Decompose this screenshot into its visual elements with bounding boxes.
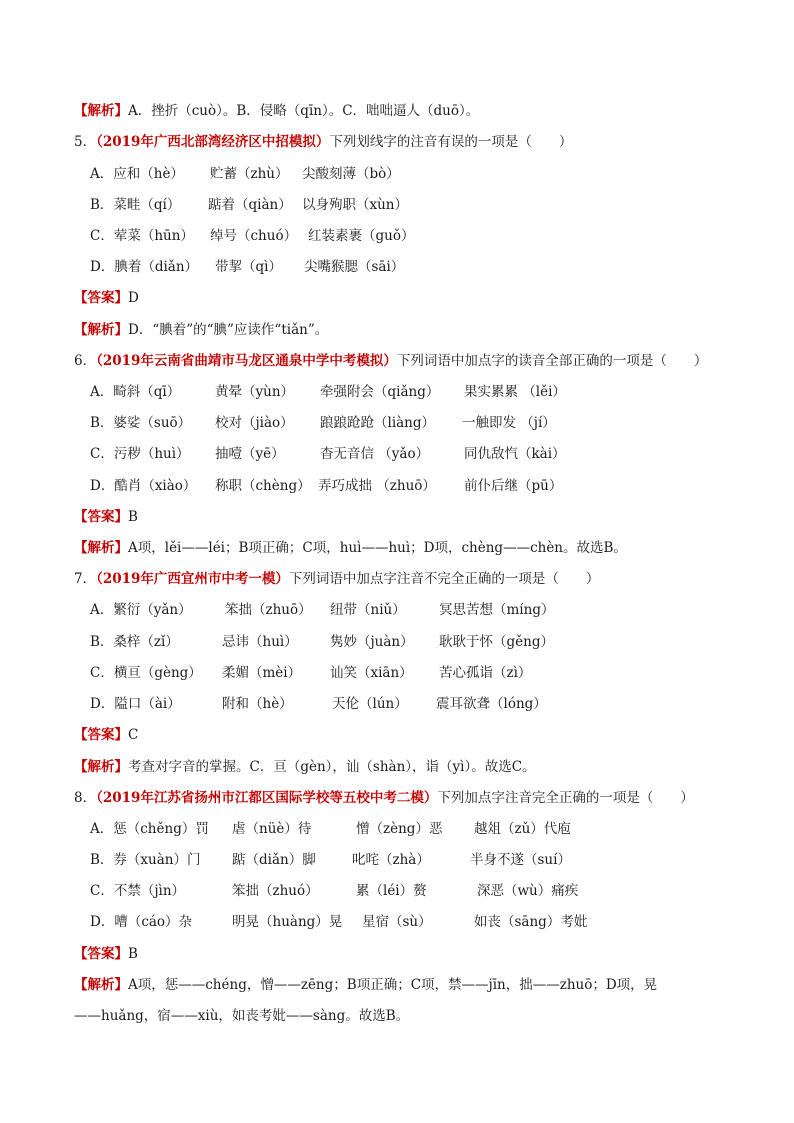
option-a-item-2: 黄晕（yùn） (215, 384, 295, 400)
analysis-text: A项，lěi——léi；B项正确；C项，huì——huì；D项，chèng——chèn。故选B。 (128, 540, 627, 556)
answer-value: D (128, 290, 139, 306)
option-a-item-4: 越俎（zǔ）代庖 (474, 821, 571, 837)
question-text: 下列词语中加点字注音不完全正确的一项是（ ） (288, 571, 600, 587)
intro-analysis (74, 101, 479, 121)
option-b-item-2: 忌讳（huì） (222, 634, 298, 650)
analysis-text: ——huǎng，宿——xiù，如丧考妣——sàng。故选B。 (74, 1008, 410, 1024)
option-b-item-3: 隽妙（juàn） (330, 634, 414, 650)
question-6-stem (74, 351, 707, 371)
question-8-stem (74, 788, 694, 808)
question-number: 6． (74, 353, 97, 369)
option-b-item-4: 半身不遂（suí） (470, 852, 571, 868)
option-d-item-3: 弄巧成拙 （zhuō） (318, 478, 436, 494)
option-b-item-4: 耿耿于怀（gěng） (439, 634, 554, 650)
option-c-item-4: 苦心孤诣（zì） (439, 665, 532, 681)
option-d-item-2: 称职（chèng） (215, 478, 311, 494)
question-number: 5． (74, 134, 97, 150)
option-d-item-1: D．嘈（cáo）杂 (90, 914, 193, 930)
analysis-tag: 【解析】 (74, 977, 128, 993)
answer-value: C (128, 727, 139, 743)
option-d-item-4: 如丧（sāng）考妣 (474, 914, 588, 930)
option-c-item-2: 抽噎（yē） (215, 446, 285, 462)
question-6-answer (74, 507, 138, 527)
option-a-item-4: 冥思苦想（míng） (439, 602, 555, 618)
option-b-item-2: 校对（jiào） (215, 415, 294, 431)
question-5-answer (74, 288, 139, 308)
analysis-text: 考查对字音的掌握。C．亘（gèn），讪（shàn），诣（yì）。故选C。 (128, 759, 536, 775)
option-d-item-3: 天伦（lún） (332, 696, 408, 712)
option-c-item-1: C．横亘（gèng） (90, 665, 202, 681)
answer-tag: 【答案】 (74, 946, 128, 962)
question-8-analysis (74, 975, 657, 995)
option-c-item-1: C．污秽（huì） (90, 446, 190, 462)
question-number: 8． (74, 790, 97, 806)
answer-value: B (128, 946, 138, 962)
option-b-item-2: 踮着（qiàn） (208, 197, 292, 213)
option-d-item-2: 附和（hè） (222, 696, 293, 712)
answer-tag: 【答案】 (74, 727, 128, 743)
option-c-item-3: 红装素裹（guǒ） (308, 228, 415, 244)
option-c-item-3: 杳无音信 （yǎo） (320, 446, 430, 462)
analysis-text: A．挫折（cuò）。B．侵略（qīn）。C．咄咄逼人（duō）。 (128, 103, 480, 119)
option-b-item-3: 以身殉职（xùn） (302, 197, 409, 213)
option-c-item-3: 累（léi）赘 (356, 883, 427, 899)
option-c-item-1: C．荤菜（hūn） (90, 228, 194, 244)
option-b-item-3: 叱咤（zhà） (352, 852, 430, 868)
option-a-item-3: 牵强附会（qiǎng） (320, 384, 440, 400)
question-8-answer (74, 944, 138, 964)
question-7-stem (74, 569, 599, 589)
question-5-analysis (74, 320, 328, 340)
option-b-item-1: B．菜畦（qí） (90, 197, 181, 213)
analysis-tag: 【解析】 (74, 540, 128, 556)
option-d-item-1: D．酷肖（xiào） (90, 478, 197, 494)
option-a-item-1: A．繁衍（yǎn） (90, 602, 192, 618)
question-source: （2019年云南省曲靖市马龙区通泉中学中考模拟） (96, 353, 397, 369)
answer-tag: 【答案】 (74, 509, 128, 525)
option-d-item-1: D．腆着（diǎn） (90, 259, 199, 275)
question-8-analysis-continued (74, 1006, 409, 1026)
analysis-tag: 【解析】 (74, 322, 128, 338)
option-d-item-2: 带挈（qì） (215, 259, 282, 275)
analysis-text: A项，惩——chéng，憎——zēng；B项正确；C项，禁——jīn，拙——zhuō；D项，晃 (128, 977, 658, 993)
option-d-item-2: 明晃（huàng）晃 (232, 914, 343, 930)
option-b-item-4: 一触即发 （jí） (462, 415, 556, 431)
question-source: （2019年广西宜州市中考一模） (96, 571, 289, 587)
option-c-item-4: 同仇敌忾（kài） (464, 446, 566, 462)
question-text: 下列词语中加点字的读音全部正确的一项是（ ） (396, 353, 708, 369)
option-a-item-3: 尖酸刻薄（bò） (302, 166, 400, 182)
option-a-item-1: A．惩（chěng）罚 (90, 821, 209, 837)
option-b-item-1: B．券（xuàn）门 (90, 852, 201, 868)
question-5-stem (74, 132, 572, 152)
option-c-item-3: 讪笑（xiān） (330, 665, 413, 681)
option-a-item-2: 笨拙（zhuō） (225, 602, 312, 618)
analysis-tag: 【解析】 (74, 103, 128, 119)
answer-value: B (128, 509, 138, 525)
answer-tag: 【答案】 (74, 290, 128, 306)
option-c-item-2: 笨拙（zhuó） (232, 883, 319, 899)
option-c-item-4: 深恶（wù）痛疾 (477, 883, 579, 899)
question-text: 下列划线字的注音有误的一项是（ ） (329, 134, 573, 150)
option-c-item-2: 柔媚（mèi） (222, 665, 302, 681)
option-a-item-2: 虐（nüè）待 (232, 821, 312, 837)
option-d-item-1: D．隘口（ài） (90, 696, 181, 712)
option-a-item-2: 贮蓄（zhù） (210, 166, 289, 182)
analysis-tag: 【解析】 (74, 759, 128, 775)
option-a-item-3: 纽带（niǔ） (330, 602, 406, 618)
question-source: （2019年江苏省扬州市江都区国际学校等五校中考二模） (96, 790, 438, 806)
option-d-item-4: 震耳欲聋（lóng） (436, 696, 547, 712)
option-a-item-1: A．应和（hè） (90, 166, 184, 182)
option-b-item-3: 踉踉跄跄（liàng） (320, 415, 436, 431)
option-a-item-4: 果实累累 （lěi） (464, 384, 566, 400)
option-b-item-1: B．婆娑（suō） (90, 415, 192, 431)
option-c-item-1: C．不禁（jìn） (90, 883, 186, 899)
question-number: 7． (74, 571, 97, 587)
question-6-analysis (74, 538, 627, 558)
question-source: （2019年广西北部湾经济区中招模拟） (96, 134, 330, 150)
option-a-item-3: 憎（zèng）恶 (356, 821, 443, 837)
option-b-item-1: B．桑梓（zǐ） (90, 634, 179, 650)
question-7-answer (74, 725, 138, 745)
question-7-analysis (74, 757, 536, 777)
option-c-item-2: 绰号（chuó） (210, 228, 298, 244)
option-d-item-3: 尖嘴猴腮（sāi） (304, 259, 405, 275)
option-d-item-3: 星宿（sù） (362, 914, 432, 930)
option-d-item-4: 前仆后继（pū） (464, 478, 563, 494)
option-a-item-1: A．畸斜（qī） (90, 384, 181, 400)
question-text: 下列加点字注音完全正确的一项是（ ） (437, 790, 694, 806)
option-b-item-2: 踮（diǎn）脚 (232, 852, 316, 868)
analysis-text: D．“腆着”的“腆”应读作“tiǎn”。 (128, 322, 329, 338)
